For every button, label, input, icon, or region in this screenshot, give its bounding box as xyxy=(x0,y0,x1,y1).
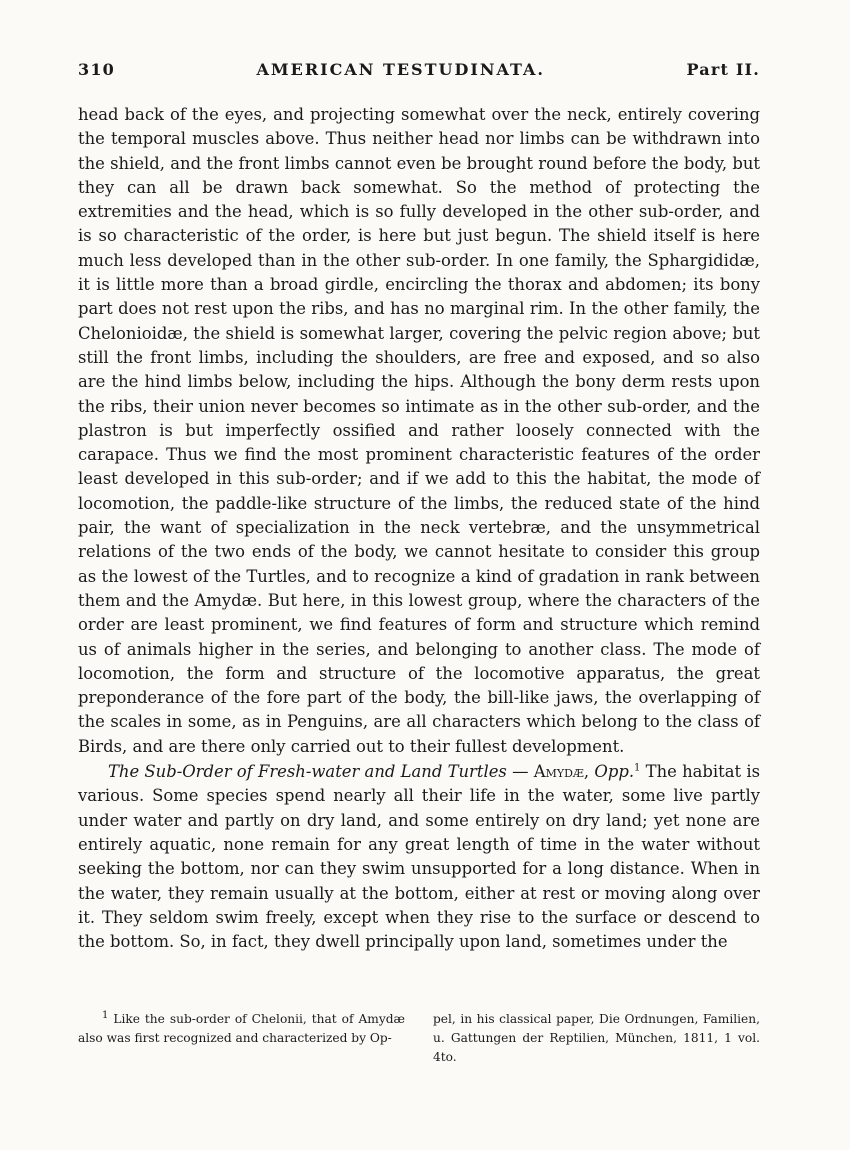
paragraph: head back of the eyes, and projecting somewhat over the neck, entirely covering the temporal muscles above. Thus neither head nor limbs can be withdrawn into the shield, and the front limbs cannot even be brought round before the body, but they can all be drawn back somewhat. So the method of protecting the extremities and the head, which is so fully developed in the other sub-order, and is so characteristic of the order, is here but just begun. The shield itself is here much less developed than in the other sub-order. In one family, the Sphargididæ, it is little more than a broad girdle, encircling the thorax and abdomen; its bony part does not rest upon the ribs, and has no marginal rim. In the other family, the Chelonioidæ, the shield is somewhat larger, covering the pelvic region above; but still the front limbs, including the shoulders, are free and exposed, and so also are the hind limbs below, including the hips. Although the bony derm rests upon the ribs, their union never becomes so intimate as in the other sub-order, and the plastron is but imperfectly ossified and rather loosely connected with the carapace. Thus we find the most prominent characteristic features of the order least developed in this sub-order; and if we add to this the habitat, the mode of locomotion, the paddle-like structure of the limbs, the reduced state of the hind pair, the want of specialization in the neck vertebræ, and the unsymmetrical relations of the two ends of the body, we cannot hesitate to consider this group as the lowest of the Turtles, and to recognize a kind of gradation in rank between them and the Amydæ. But here, in this lowest group, where the characters of the order are least prominent, we find features of form and structure which remind us of animals higher in the series, and belonging to another class. The mode of locomotion, the form and structure of the locomotive apparatus, the great preponderance of the fore part of the body, the bill-like jaws, the overlapping of the scales in some, as in Penguins, are all characters which belong to the class of Birds, and are there only carried out to their fullest development. xyxy=(78,105,760,756)
footnote-column xyxy=(433,1010,760,1067)
footnote-text: pel, in his classical paper, Die Ordnungen, Familien, u. Gattungen der Reptilien, München, 1811, 1 vol. 4to. xyxy=(433,1012,760,1064)
footnote-number: 1 xyxy=(102,1009,109,1021)
footnotes xyxy=(78,1010,760,1067)
page-number: 310 xyxy=(78,60,115,79)
section-heading: The Sub-Order of Fresh-water and Land Turtles — xyxy=(108,762,529,782)
running-head xyxy=(78,60,760,79)
footnote-column xyxy=(78,1010,405,1067)
paragraph xyxy=(78,760,760,954)
footnote-marker: 1 xyxy=(634,762,641,774)
author-abbrev: Opp. xyxy=(594,762,635,782)
taxon-name: Amydæ, xyxy=(533,762,590,782)
footnote-text: Like the sub-order of Chelonii, that of Amydæ also was first recognized and characterized by Op- xyxy=(78,1012,405,1045)
part-label: Part II. xyxy=(686,60,760,79)
running-title: AMERICAN TESTUDINATA. xyxy=(256,60,545,79)
body-text xyxy=(78,103,760,954)
paragraph-text: The habitat is various. Some species spend nearly all their life in the water, some live partly under water and partly on dry land, and some entirely on dry land; yet none are entirely aquatic, none remain for any great length of time in the water without seeking the bottom, nor can they swim unsupported for a long distance. When in the water, they remain usually at the bottom, either at rest or moving along over it. They seldom swim freely, except when they rise to the surface or descend to the bottom. So, in fact, they dwell principally upon land, sometimes under the xyxy=(78,762,760,952)
